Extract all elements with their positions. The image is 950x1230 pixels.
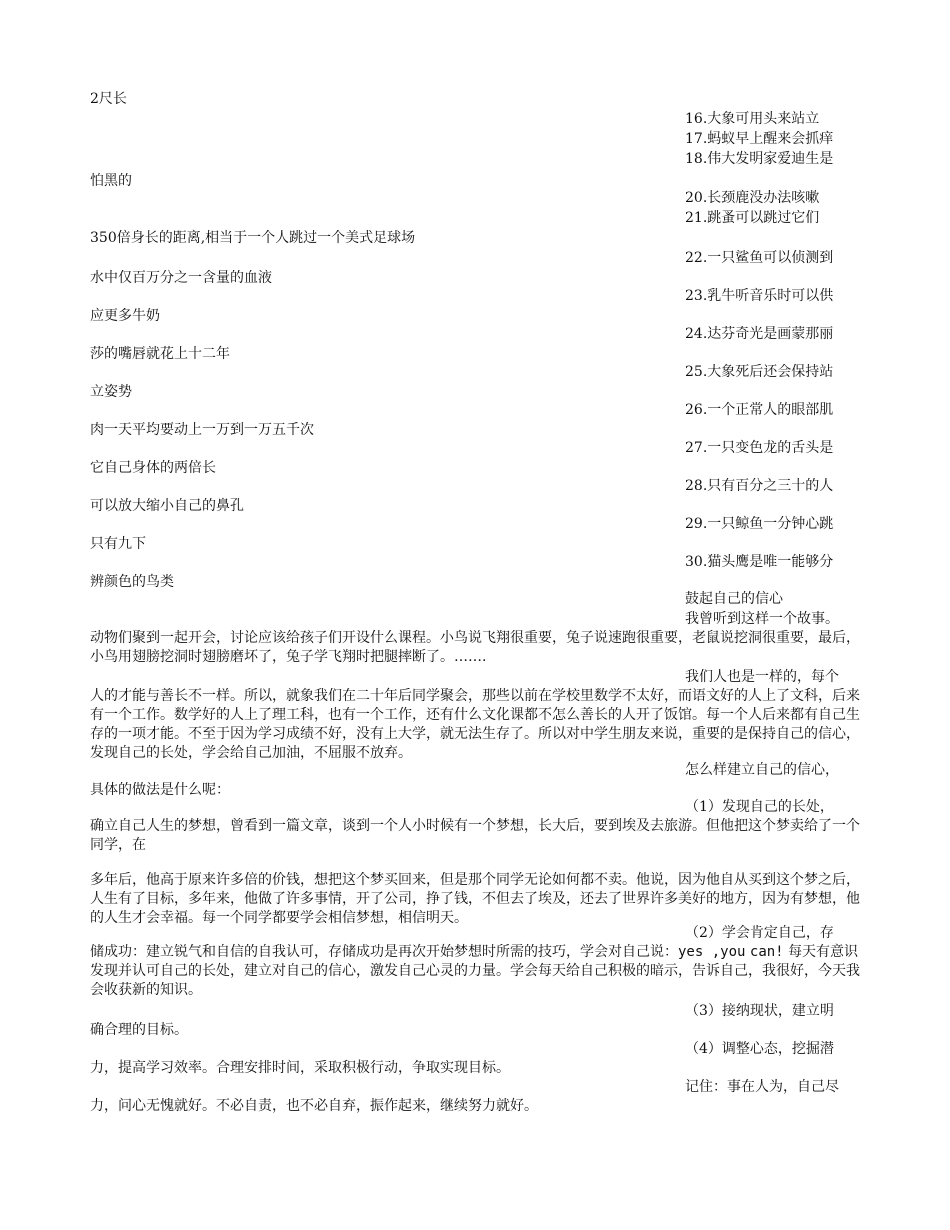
left-fragment: 辨颜色的鸟类: [90, 574, 174, 590]
left-fragment: 2尺长: [90, 91, 127, 107]
paragraph-text: 每天有意识发现并认可自己的长处，建立对自己的信心，激发自己心灵的力量。学会每天给自己积极的暗示，告诉自己，我很好，今天我会收获新的知识。: [90, 944, 860, 998]
right-item: 22.一只鲨鱼可以侦测到: [685, 250, 834, 266]
paragraph: [90, 943, 860, 1000]
paragraph: 多年后，他高于原来许多倍的价钱，想把这个梦买回来，但是那个同学无论如何都不卖。他说，因为他自从买到这个梦之后，人生有了目标，多年来，他做了许多事情，开了公司，挣了钱，不但去了埃及，还去了世界许多美好的地方，因为有梦想，他的人生才会幸福。每一个同学都要学会相信梦想，相信明天。: [90, 872, 860, 926]
paragraph-text: 力，提高学习效率。合理安排时间，采取积极行动，争取实现目标。: [90, 1060, 510, 1076]
right-item: 27.一只变色龙的舌头是: [685, 440, 834, 456]
right-item: 29.一只鲸鱼一分钟心跳: [685, 516, 834, 532]
left-fragment: 它自己身体的两倍长: [90, 460, 216, 476]
paragraph: 确立自己人生的梦想，曾看到一篇文章，谈到一个人小时候有一个梦想，长大后，要到埃及去旅游。但他把这个梦卖给了一个同学，在: [90, 818, 860, 853]
paragraph-text: 确合理的目标。: [90, 1022, 188, 1038]
english-phrase: can!: [749, 944, 784, 960]
left-fragment: 可以放大缩小自己的鼻孔: [90, 498, 244, 514]
right-item: 26.一个正常人的眼部肌: [685, 402, 834, 418]
left-fragment: 肉一天平均要动上一万到一万五千次: [90, 422, 314, 438]
paragraph-text: 力，问心无愧就好。不必自责，也不必自弃，振作起来，继续努力就好。: [90, 1098, 538, 1114]
left-fragment: 350倍身长的距离,相当于一个人跳过一个美式足球场: [90, 230, 416, 246]
left-fragment: 只有九下: [90, 536, 146, 552]
right-item: 18.伟大发明家爱迪生是: [685, 151, 834, 167]
left-fragment: 怕黑的: [90, 173, 132, 189]
paragraph: [90, 629, 860, 667]
right-item: 28.只有百分之三十的人: [685, 478, 834, 494]
paragraph: 人的才能与善长不一样。所以，就象我们在二十年后同学聚会，那些以前在学校里数学不太好，而语文好的人上了文科，后来有一个工作。数学好的人上了理工科，也有一个工作，还有什么文化课都不怎么善长的人开了饭馆。每一个人后来都有自己生存的一项才能。不至于因为学习成绩不好，没有上大学，就无法生存了。所以对中学生朋友来说，重要的是保持自己的信心，发现自己的长处，学会给自己加油，不屈服不放弃。: [90, 688, 860, 761]
right-item: 30.猫头鹰是唯一能够分: [685, 554, 834, 570]
paragraph-head: （1）发现自己的长处，: [685, 799, 834, 815]
paragraph-head: 我们人也是一样的，每个: [685, 669, 839, 685]
paragraph-end-mark: .: [482, 649, 487, 665]
paragraph-head: （2）学会肯定自己，存: [685, 925, 834, 941]
left-fragment: 莎的嘴唇就花上十二年: [90, 346, 230, 362]
right-item: 25.大象死后还会保持站: [685, 364, 834, 380]
paragraph-text: 储成功：建立锐气和自信的自我认可，存储成功是再次开始梦想时所需的技巧，学会对自己说：: [90, 944, 678, 960]
paragraph-head: （3）接纳现状，建立明: [685, 1003, 834, 1019]
essay-title: 鼓起自己的信心: [685, 591, 783, 607]
right-item: 24.达芬奇光是画蒙那丽: [685, 326, 834, 342]
paragraph-head: 我曾听到这样一个故事。: [685, 611, 839, 627]
paragraph-text: 具体的做法是什么呢：: [90, 782, 230, 798]
paragraph-head: （4）调整心态，挖掘潜: [685, 1041, 834, 1057]
paragraph-head: 记住：事在人为，自己尽: [685, 1079, 839, 1095]
left-fragment: 立姿势: [90, 384, 132, 400]
english-phrase: yes ,you: [678, 944, 746, 960]
right-item: 23.乳牛听音乐时可以供: [685, 288, 834, 304]
right-item: 17.蚂蚁早上醒来会抓痒: [685, 131, 834, 147]
right-item: 20.长颈鹿没办法咳嗽: [685, 190, 820, 206]
left-fragment: 水中仅百万分之一含量的血液: [90, 270, 272, 286]
paragraph-text: 动物们聚到一起开会，讨论应该给孩子们开设什么课程。小鸟说飞翔很重要，兔子说速跑很重要，老鼠说挖洞很重要，最后，小鸟用翅膀挖洞时翅膀磨坏了，兔子学飞翔时把腿摔断了。……: [90, 630, 860, 665]
left-fragment: 应更多牛奶: [90, 308, 160, 324]
right-item: 21.跳蚤可以跳过它们: [685, 210, 820, 226]
right-item: 16.大象可用头来站立: [685, 111, 820, 127]
paragraph-head: 怎么样建立自己的信心，: [685, 762, 839, 778]
